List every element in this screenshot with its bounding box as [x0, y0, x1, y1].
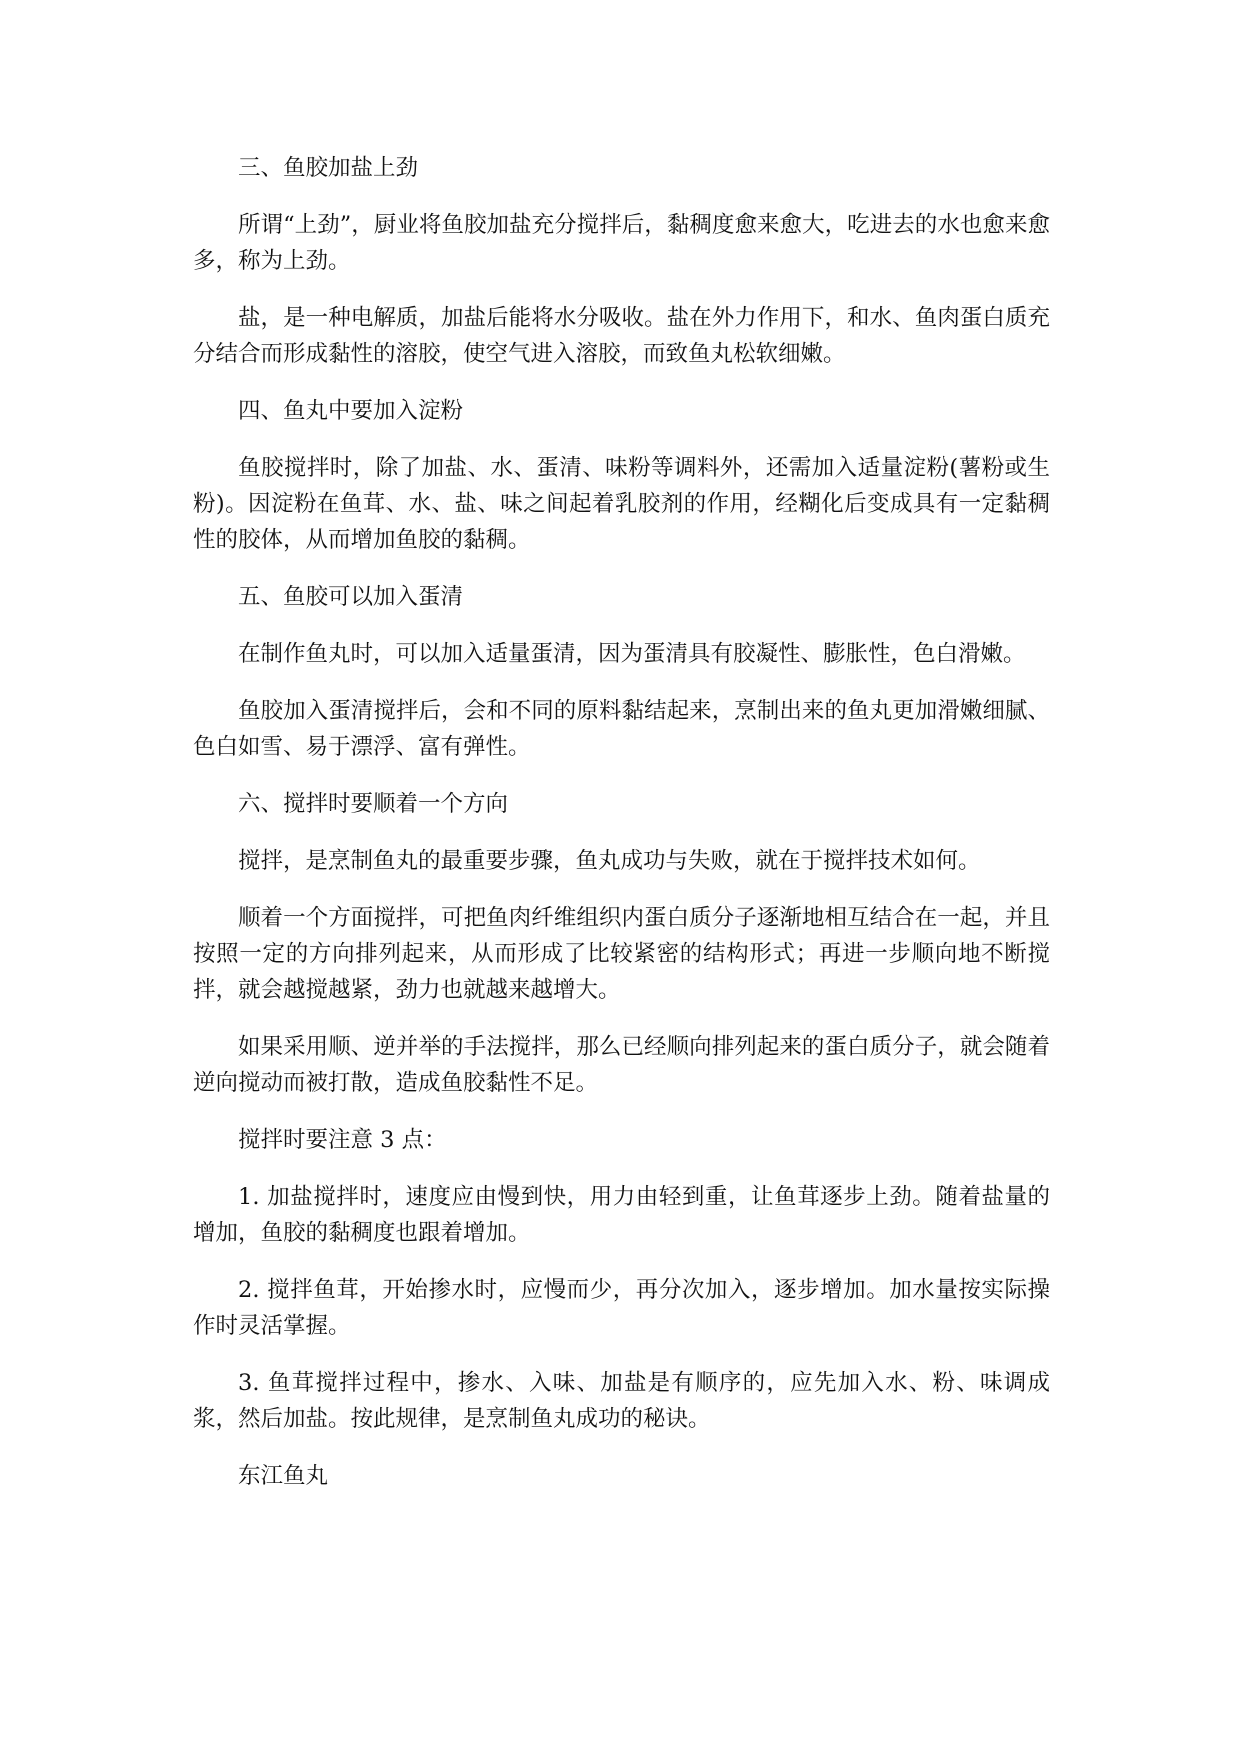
section-heading: 四、鱼丸中要加入淀粉 — [238, 398, 464, 424]
section-heading: 六、搅拌时要顺着一个方向 — [238, 791, 509, 817]
paragraph: 搅拌时要注意 3 点： — [238, 1127, 447, 1153]
paragraph: 鱼胶搅拌时，除了加盐、水、蛋清、味粉等调料外，还需加入适量淀粉(薯粉或生粉)。因淀粉在鱼茸、水、盐、味之间起着乳胶剂的作用，经糊化后变成具有一定黏稠性的胶体，从而增加鱼胶的黏稠。 — [193, 455, 1050, 553]
section-heading: 东江鱼丸 — [238, 1463, 329, 1489]
paragraph: 如果采用顺、逆并举的手法搅拌，那么已经顺向排列起来的蛋白质分子，就会随着逆向搅动而被打散，造成鱼胶黏性不足。 — [193, 1034, 1050, 1096]
paragraph: 鱼胶加入蛋清搅拌后，会和不同的原料黏结起来，烹制出来的鱼丸更加滑嫩细腻、色白如雪、易于漂浮、富有弹性。 — [193, 698, 1050, 760]
paragraph: 盐，是一种电解质，加盐后能将水分吸收。盐在外力作用下，和水、鱼肉蛋白质充分结合而形成黏性的溶胶，使空气进入溶胶，而致鱼丸松软细嫩。 — [193, 305, 1050, 367]
list-item: 3. 鱼茸搅拌过程中，掺水、入味、加盐是有顺序的，应先加入水、粉、味调成浆，然后加盐。按此规律，是烹制鱼丸成功的秘诀。 — [193, 1370, 1050, 1432]
paragraph: 在制作鱼丸时，可以加入适量蛋清，因为蛋清具有胶凝性、膨胀性，色白滑嫩。 — [238, 641, 1026, 667]
document-body — [193, 150, 1050, 1515]
paragraph: 所谓“上劲”，厨业将鱼胶加盐充分搅拌后，黏稠度愈来愈大，吃进去的水也愈来愈多，称为上劲。 — [193, 212, 1050, 274]
section-heading: 五、鱼胶可以加入蛋清 — [238, 584, 464, 610]
paragraph: 顺着一个方面搅拌，可把鱼肉纤维组织内蛋白质分子逐渐地相互结合在一起，并且按照一定的方向排列起来，从而形成了比较紧密的结构形式；再进一步顺向地不断搅拌，就会越搅越紧，劲力也就越来越增大。 — [193, 905, 1050, 1003]
section-heading: 三、鱼胶加盐上劲 — [238, 155, 419, 181]
paragraph: 搅拌，是烹制鱼丸的最重要步骤，鱼丸成功与失败，就在于搅拌技术如何。 — [238, 848, 981, 874]
list-item: 1. 加盐搅拌时，速度应由慢到快，用力由轻到重，让鱼茸逐步上劲。随着盐量的增加，鱼胶的黏稠度也跟着增加。 — [193, 1184, 1050, 1246]
list-item: 2. 搅拌鱼茸，开始掺水时，应慢而少，再分次加入，逐步增加。加水量按实际操作时灵活掌握。 — [193, 1277, 1050, 1339]
